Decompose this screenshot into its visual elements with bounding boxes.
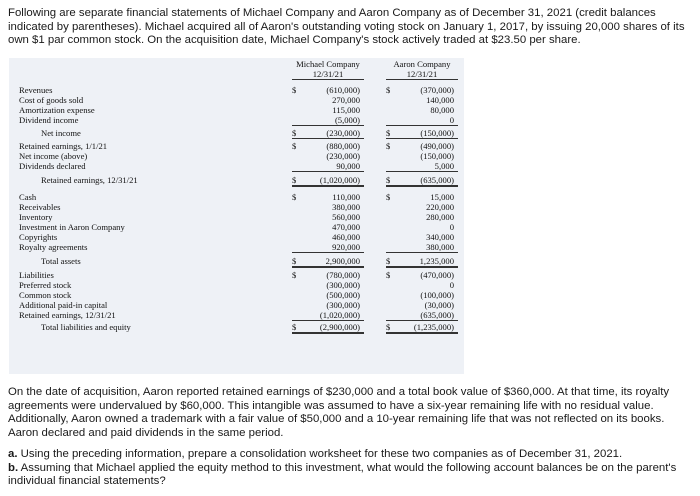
michael-cell xyxy=(292,242,364,253)
michael-amount: (230,000) xyxy=(326,151,360,161)
michael-cell xyxy=(292,280,364,290)
aaron-amount: (370,000) xyxy=(420,85,454,95)
michael-amount: 460,000 xyxy=(332,232,360,242)
currency-symbol: $ xyxy=(292,141,297,151)
row-label: Total liabilities and equity xyxy=(41,322,131,332)
questions xyxy=(8,448,692,489)
row-label: Liabilities xyxy=(19,270,54,280)
aaron-amount: 380,000 xyxy=(426,242,454,252)
michael-cell xyxy=(292,256,364,268)
aaron-cell xyxy=(386,300,458,310)
aaron-cell xyxy=(386,222,458,232)
table-row xyxy=(9,300,464,310)
table-row xyxy=(9,222,464,232)
currency-symbol: $ xyxy=(386,322,391,332)
aaron-amount: 220,000 xyxy=(426,202,454,212)
aaron-amount: (100,000) xyxy=(420,290,454,300)
financial-statements-table xyxy=(9,58,464,374)
row-label: Dividends declared xyxy=(19,161,86,171)
aaron-amount: (1,235,000) xyxy=(413,322,454,332)
michael-cell xyxy=(292,95,364,105)
michael-amount: (300,000) xyxy=(326,280,360,290)
table-row xyxy=(9,175,464,185)
row-label: Cash xyxy=(19,192,37,202)
currency-symbol: $ xyxy=(386,192,391,202)
currency-symbol: $ xyxy=(292,270,297,280)
row-label: Net income (above) xyxy=(19,151,88,161)
aaron-cell xyxy=(386,256,458,268)
row-label: Common stock xyxy=(19,290,72,300)
row-label: Preferred stock xyxy=(19,280,72,290)
aaron-column-date: 12/31/21 xyxy=(386,70,458,81)
currency-symbol: $ xyxy=(386,128,391,138)
aaron-amount: 140,000 xyxy=(426,95,454,105)
table-row xyxy=(9,95,464,105)
michael-column-date: 12/31/21 xyxy=(292,70,364,81)
question-a-letter: a. xyxy=(8,448,18,460)
michael-amount: (5,000) xyxy=(334,115,360,125)
aaron-cell xyxy=(386,280,458,290)
aaron-amount: 15,000 xyxy=(430,192,454,202)
michael-cell xyxy=(292,141,364,151)
aaron-cell xyxy=(386,161,458,172)
aaron-cell xyxy=(386,232,458,242)
aaron-cell xyxy=(386,242,458,253)
table-row xyxy=(9,141,464,151)
aaron-cell xyxy=(386,95,458,105)
row-label: Copyrights xyxy=(19,232,58,242)
row-label: Investment in Aaron Company xyxy=(19,222,125,232)
table-row xyxy=(9,322,464,332)
aaron-amount: (470,000) xyxy=(420,270,454,280)
table-row xyxy=(9,151,464,161)
intro-paragraph: Following are separate financial statements of Michael Company and Aaron Company as of December 31, 2021 (credit balances indicated by parentheses). Michael acquired all of Aaron's outstanding voting stock on January 1, 2017, by issuing 20,000 shares of its own $1 par common stock. On the acquisition date, Michael Company's stock actively traded at $23.50 per share. xyxy=(8,7,685,47)
currency-symbol: $ xyxy=(292,85,297,95)
table-row xyxy=(9,256,464,266)
table-row xyxy=(9,115,464,125)
michael-amount: 270,000 xyxy=(332,95,360,105)
row-label: Royalty agreements xyxy=(19,242,88,252)
michael-amount: 90,000 xyxy=(336,161,360,171)
row-label: Inventory xyxy=(19,212,53,222)
michael-cell xyxy=(292,115,364,126)
additional-info-paragraph: On the date of acquisition, Aaron reported retained earnings of $230,000 and a total book value of $360,000. At that time, its royalty agreements were undervalued by $60,000. This intangible was assumed to have a six-year remaining life with no residual value. Additionally, Aaron owned a trademark with a fair value of $50,000 and a 10-year remaining life that was not reflected on its books. Aaron declared and paid dividends in the same period. xyxy=(8,386,670,439)
aaron-cell xyxy=(386,322,458,334)
aaron-amount: (635,000) xyxy=(420,175,454,185)
row-label: Dividend income xyxy=(19,115,79,125)
aaron-cell xyxy=(386,151,458,161)
michael-cell xyxy=(292,161,364,172)
aaron-amount: 0 xyxy=(449,115,454,125)
michael-cell xyxy=(292,232,364,242)
question-b xyxy=(8,462,692,489)
michael-cell xyxy=(292,192,364,202)
aaron-cell xyxy=(386,212,458,222)
michael-amount: 560,000 xyxy=(332,212,360,222)
michael-cell xyxy=(292,175,364,187)
table-row xyxy=(9,105,464,115)
michael-cell xyxy=(292,300,364,310)
aaron-amount: 1,235,000 xyxy=(419,256,454,266)
question-a-text: Using the preceding information, prepare a consolidation worksheet for these two companies as of December 31, 2021. xyxy=(20,448,623,460)
currency-symbol: $ xyxy=(386,141,391,151)
question-b-letter: b. xyxy=(8,461,19,474)
row-label: Retained earnings, 1/1/21 xyxy=(19,141,108,151)
michael-cell xyxy=(292,202,364,212)
michael-amount: 470,000 xyxy=(332,222,360,232)
table-row xyxy=(9,310,464,320)
currency-symbol: $ xyxy=(292,322,297,332)
table-row xyxy=(9,192,464,202)
row-label: Revenues xyxy=(19,85,53,95)
michael-cell xyxy=(292,212,364,222)
table-row xyxy=(9,128,464,138)
currency-symbol: $ xyxy=(386,270,391,280)
row-label: Net income xyxy=(41,128,81,138)
michael-amount: (500,000) xyxy=(326,290,360,300)
michael-amount: (1,020,000) xyxy=(319,310,360,320)
table-row xyxy=(9,242,464,252)
michael-amount: 110,000 xyxy=(332,192,360,202)
aaron-amount: 280,000 xyxy=(426,212,454,222)
michael-amount: 115,000 xyxy=(332,105,360,115)
aaron-cell xyxy=(386,105,458,115)
michael-column-name: Michael Company xyxy=(296,59,360,69)
michael-amount: (1,020,000) xyxy=(319,175,360,185)
aaron-cell xyxy=(386,270,458,280)
table-row xyxy=(9,232,464,242)
aaron-amount: (150,000) xyxy=(420,151,454,161)
table-row xyxy=(9,212,464,222)
michael-amount: (230,000) xyxy=(326,128,360,138)
aaron-cell xyxy=(386,175,458,187)
michael-amount: 380,000 xyxy=(332,202,360,212)
michael-amount: 920,000 xyxy=(332,242,360,252)
michael-cell xyxy=(292,310,364,321)
aaron-column-name: Aaron Company xyxy=(393,59,451,69)
aaron-amount: 0 xyxy=(449,280,454,290)
table-row xyxy=(9,270,464,280)
row-label: Additional paid-in capital xyxy=(19,300,108,310)
aaron-amount: 0 xyxy=(449,222,454,232)
table-row xyxy=(9,85,464,95)
michael-cell xyxy=(292,290,364,300)
michael-amount: (780,000) xyxy=(326,270,360,280)
currency-symbol: $ xyxy=(386,85,391,95)
aaron-amount: (635,000) xyxy=(420,310,454,320)
aaron-amount: (490,000) xyxy=(420,141,454,151)
currency-symbol: $ xyxy=(292,256,297,266)
aaron-column-header xyxy=(386,60,458,80)
aaron-cell xyxy=(386,290,458,300)
aaron-amount: 340,000 xyxy=(426,232,454,242)
table-row xyxy=(9,290,464,300)
table-row xyxy=(9,202,464,212)
row-label: Amortization expense xyxy=(19,105,95,115)
michael-cell xyxy=(292,222,364,232)
aaron-cell xyxy=(386,141,458,151)
aaron-cell xyxy=(386,310,458,321)
currency-symbol: $ xyxy=(386,175,391,185)
currency-symbol: $ xyxy=(292,128,297,138)
aaron-cell xyxy=(386,85,458,95)
michael-cell xyxy=(292,151,364,161)
michael-cell xyxy=(292,105,364,115)
row-label: Retained earnings, 12/31/21 xyxy=(41,175,138,185)
michael-cell xyxy=(292,128,364,139)
aaron-cell xyxy=(386,202,458,212)
question-b-text: Assuming that Michael applied the equity method to this investment, what would the following account balances be on the parent's individual financial statements? xyxy=(8,461,677,488)
michael-cell xyxy=(292,85,364,95)
michael-amount: (300,000) xyxy=(326,300,360,310)
aaron-amount: 5,000 xyxy=(434,161,454,171)
michael-amount: (2,900,000) xyxy=(319,322,360,332)
michael-column-header xyxy=(292,60,364,80)
row-label: Retained earnings, 12/31/21 xyxy=(19,310,116,320)
row-label: Total assets xyxy=(41,256,81,266)
michael-amount: (880,000) xyxy=(326,141,360,151)
aaron-amount: 80,000 xyxy=(430,105,454,115)
table-row xyxy=(9,161,464,171)
aaron-amount: (30,000) xyxy=(424,300,454,310)
row-label: Cost of goods sold xyxy=(19,95,84,105)
michael-amount: (610,000) xyxy=(326,85,360,95)
question-a xyxy=(8,448,692,462)
michael-cell xyxy=(292,270,364,280)
currency-symbol: $ xyxy=(386,256,391,266)
michael-cell xyxy=(292,322,364,334)
aaron-cell xyxy=(386,192,458,202)
currency-symbol: $ xyxy=(292,192,297,202)
aaron-cell xyxy=(386,128,458,139)
aaron-cell xyxy=(386,115,458,126)
currency-symbol: $ xyxy=(292,175,297,185)
row-label: Receivables xyxy=(19,202,61,212)
table-row xyxy=(9,280,464,290)
aaron-amount: (150,000) xyxy=(420,128,454,138)
michael-amount: 2,900,000 xyxy=(325,256,360,266)
